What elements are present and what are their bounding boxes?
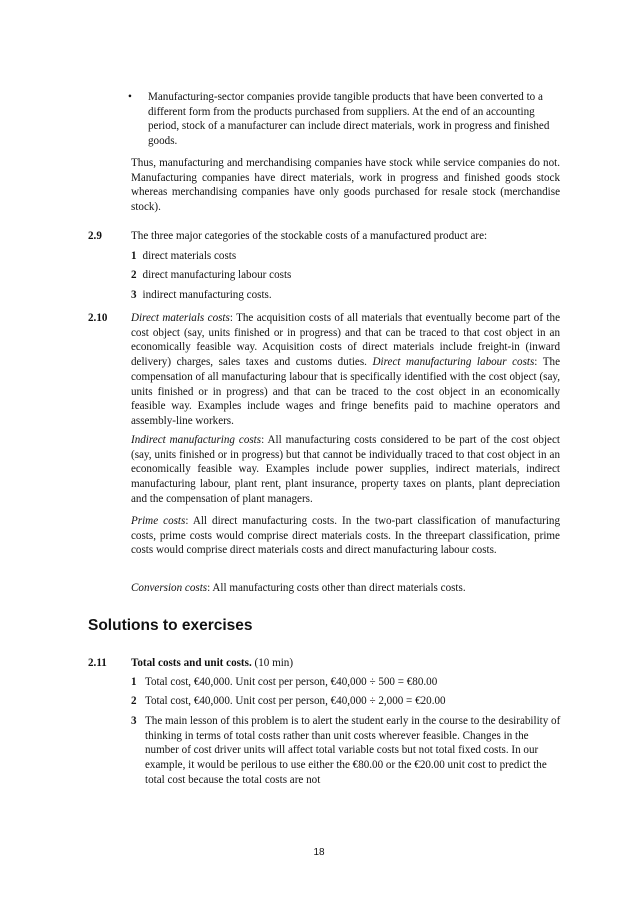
- list-item-number: 3: [131, 289, 137, 301]
- list-item: [131, 288, 272, 303]
- term-conversion-costs: Conversion costs: [131, 582, 208, 594]
- section-2-10-paragraph-3: [131, 514, 560, 558]
- section-2-11-title: [131, 656, 560, 671]
- section-number-2-10: 2.10: [88, 312, 108, 324]
- list-item-text: indirect manufacturing costs.: [142, 289, 272, 301]
- thus-paragraph: Thus, manufacturing and merchandising companies have stock while service companies do not. Manufacturing companies have direct materials, work in progress and finished goods stock whereas merchandising companies have only goods purchased for resale stock (merchandise stock).: [131, 157, 560, 214]
- list-item: [131, 268, 291, 283]
- list-item-text: direct manufacturing labour costs: [142, 269, 292, 281]
- term-direct-materials-costs: Direct materials costs: [131, 312, 230, 324]
- list-item-number: 3: [131, 715, 137, 727]
- section-2-10-paragraph-2: [131, 433, 560, 507]
- definition-text: : All direct manufacturing costs. In the two-part classification of manufacturing costs, prime costs would comprise direct materials costs. In the threepart classification, prime costs would comprise direct materials costs and direct manufacturing labour costs.: [131, 515, 560, 557]
- list-item-text: The main lesson of this problem is to alert the student early in the course to the desirability of thinking in terms of total costs rather than unit costs wherever feasible. Changes in the number of cost driver units will affect total variable costs but not total fixed costs. In our example, it would be perilous to use either the €80.00 or the €20.00 unit cost to predict the total cost because the total costs are not: [145, 715, 561, 786]
- list-item-text: Total cost, €40,000. Unit cost per person, €40,000 ÷ 2,000 = €20.00: [145, 695, 446, 707]
- section-2-9-intro: The three major categories of the stockable costs of a manufactured product are:: [131, 230, 488, 242]
- definition-text: : The acquisition costs of all materials that eventually become part of the cost object (say, units finished or in progress) and that can be traced to that cost object in an economically feasible way. Acquisition costs of direct materials include freight-in (inward delivery) charges, sales taxes and customs duties.: [131, 312, 560, 369]
- list-item: [131, 714, 561, 788]
- bullet-text: Manufacturing-sector companies provide tangible products that have been converted to a different form from the products purchased from suppliers. At the end of an accounting period, stock of a manufacturer can include direct materials, work in progress and finished goods.: [148, 91, 550, 148]
- section-number-2-9: 2.9: [88, 230, 102, 242]
- section-2-10-paragraph-1: [131, 311, 560, 429]
- list-item-number: 2: [131, 269, 137, 281]
- definition-text: : All manufacturing costs other than direct materials costs.: [207, 582, 466, 594]
- exercise-time: (10 min): [251, 657, 294, 669]
- term-indirect-manufacturing-costs: Indirect manufacturing costs: [131, 434, 262, 446]
- exercise-title: Total costs and unit costs.: [131, 657, 252, 669]
- list-item-number: 1: [131, 250, 137, 262]
- solutions-heading: Solutions to exercises: [88, 617, 253, 634]
- section-2-10-paragraph-4: [131, 581, 560, 596]
- list-item-number: 1: [131, 676, 137, 688]
- definition-text: : All manufacturing costs considered to be part of the cost object (say, units finished or in progress) but that cannot be individually traced to that cost object in an economically feasible way. Examples include power supplies, indirect materials, indirect manufacturing labour, plant rent, plant insurance, property taxes on plants, plant depreciation and the compensation of plant managers.: [131, 434, 560, 505]
- term-direct-manufacturing-labour-costs: Direct manufacturing labour costs: [372, 356, 535, 369]
- bullet-mark: •: [128, 91, 132, 103]
- term-prime-costs: Prime costs: [131, 515, 186, 527]
- page-number: 18: [313, 847, 325, 858]
- list-item: [131, 675, 561, 690]
- list-item: [131, 249, 236, 264]
- list-item-text: Total cost, €40,000. Unit cost per person, €40,000 ÷ 500 = €80.00: [145, 676, 438, 688]
- list-item-number: 2: [131, 695, 137, 707]
- section-number-2-11: 2.11: [88, 657, 107, 669]
- list-item: [131, 694, 561, 709]
- bullet-item: [128, 90, 560, 149]
- definition-text: : The compensation of all manufacturing labour that is specifically identified with the cost object (say, units finished or in progress) and that can be traced to the cost object in an economically feasible way. Examples include wages and fringe benefits paid to machine operators and assembly-line workers.: [131, 356, 561, 427]
- list-item-text: direct materials costs: [142, 250, 237, 262]
